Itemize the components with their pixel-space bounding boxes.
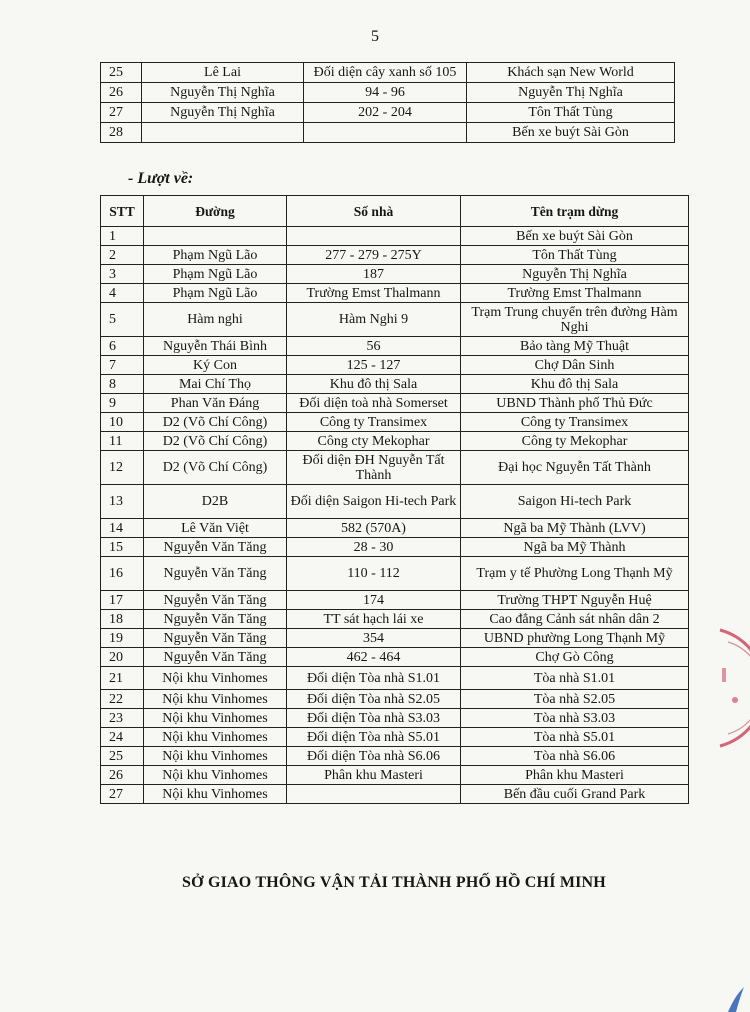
table-row xyxy=(101,591,689,610)
cell-street: Nguyễn Văn Tăng xyxy=(144,557,287,591)
cell-house-number: TT sát hạch lái xe xyxy=(287,610,461,629)
cell-stt: 1 xyxy=(101,227,144,246)
table-row xyxy=(101,83,675,103)
cell-stt: 5 xyxy=(101,303,144,337)
cell-stop-name: Trạm Trung chuyển trên đường Hàm Nghi xyxy=(461,303,689,337)
cell-stop-name: Tôn Thất Tùng xyxy=(467,103,675,123)
cell-house-number: 462 - 464 xyxy=(287,648,461,667)
cell-stt: 26 xyxy=(101,766,144,785)
cell-stt: 16 xyxy=(101,557,144,591)
cell-street: Nội khu Vinhomes xyxy=(144,766,287,785)
cell-stt: 10 xyxy=(101,413,144,432)
top-route-table-body xyxy=(101,63,675,143)
cell-stt: 18 xyxy=(101,610,144,629)
cell-street: Phạm Ngũ Lão xyxy=(144,284,287,303)
cell-stop-name: Trường Emst Thalmann xyxy=(461,284,689,303)
header-street: Đường xyxy=(144,196,287,227)
cell-stop-name: Công ty Transimex xyxy=(461,413,689,432)
table-header-row xyxy=(101,196,689,227)
return-route-table-body xyxy=(101,227,689,804)
cell-street: Nguyễn Thái Bình xyxy=(144,337,287,356)
cell-stt: 26 xyxy=(101,83,142,103)
cell-house-number: Đối diện Tòa nhà S2.05 xyxy=(287,690,461,709)
page-number: 5 xyxy=(371,28,379,45)
cell-stop-name: Tòa nhà S2.05 xyxy=(461,690,689,709)
cell-house-number: 354 xyxy=(287,629,461,648)
table-row xyxy=(101,375,689,394)
cell-house-number: Đối diện Tòa nhà S6.06 xyxy=(287,747,461,766)
table-row xyxy=(101,432,689,451)
cell-stt: 21 xyxy=(101,667,144,690)
cell-street: Nội khu Vinhomes xyxy=(144,747,287,766)
cell-street: Lê Văn Việt xyxy=(144,519,287,538)
cell-street: Hàm nghi xyxy=(144,303,287,337)
table-row xyxy=(101,667,689,690)
cell-street: Nội khu Vinhomes xyxy=(144,728,287,747)
cell-street xyxy=(142,123,304,143)
cell-house-number: Trường Emst Thalmann xyxy=(287,284,461,303)
cell-stt: 25 xyxy=(101,63,142,83)
table-row xyxy=(101,557,689,591)
cell-house-number: 28 - 30 xyxy=(287,538,461,557)
table-row xyxy=(101,63,675,83)
cell-street: D2 (Võ Chí Công) xyxy=(144,451,287,485)
cell-stt: 19 xyxy=(101,629,144,648)
cell-street: Nguyễn Văn Tăng xyxy=(144,629,287,648)
cell-stop-name: Trạm y tế Phường Long Thạnh Mỹ xyxy=(461,557,689,591)
cell-house-number: Công ty Transimex xyxy=(287,413,461,432)
cell-street: Phan Văn Đáng xyxy=(144,394,287,413)
cell-stt: 25 xyxy=(101,747,144,766)
table-row xyxy=(101,284,689,303)
cell-stop-name: Bến đầu cuối Grand Park xyxy=(461,785,689,804)
cell-stop-name: Đại học Nguyễn Tất Thành xyxy=(461,451,689,485)
cell-stt: 3 xyxy=(101,265,144,284)
cell-stop-name: Khách sạn New World xyxy=(467,63,675,83)
table-row xyxy=(101,265,689,284)
cell-street: Nguyễn Văn Tăng xyxy=(144,591,287,610)
cell-stt: 14 xyxy=(101,519,144,538)
cell-stop-name: Nguyễn Thị Nghĩa xyxy=(467,83,675,103)
cell-street: D2 (Võ Chí Công) xyxy=(144,413,287,432)
cell-house-number: 187 xyxy=(287,265,461,284)
cell-house-number: 94 - 96 xyxy=(304,83,467,103)
cell-street: Nguyễn Văn Tăng xyxy=(144,648,287,667)
table-row xyxy=(101,610,689,629)
cell-stop-name: Ngã ba Mỹ Thành (LVV) xyxy=(461,519,689,538)
table-row xyxy=(101,227,689,246)
table-row xyxy=(101,519,689,538)
header-stt: STT xyxy=(101,196,144,227)
cell-house-number: Phân khu Masteri xyxy=(287,766,461,785)
cell-stop-name: Tôn Thất Tùng xyxy=(461,246,689,265)
table-row xyxy=(101,451,689,485)
cell-house-number: Đối diện ĐH Nguyễn Tất Thành xyxy=(287,451,461,485)
table-row xyxy=(101,747,689,766)
cell-street xyxy=(144,227,287,246)
cell-stop-name: UBND Thành phố Thủ Đức xyxy=(461,394,689,413)
blue-pen-mark xyxy=(724,985,750,1012)
cell-house-number: Khu đô thị Sala xyxy=(287,375,461,394)
cell-street: D2 (Võ Chí Công) xyxy=(144,432,287,451)
cell-house-number: Đối diện Tòa nhà S1.01 xyxy=(287,667,461,690)
table-row xyxy=(101,648,689,667)
cell-stt: 2 xyxy=(101,246,144,265)
table-row xyxy=(101,103,675,123)
cell-house-number: 125 - 127 xyxy=(287,356,461,375)
cell-house-number: 110 - 112 xyxy=(287,557,461,591)
cell-street: Nguyễn Thị Nghĩa xyxy=(142,83,304,103)
cell-house-number xyxy=(287,785,461,804)
cell-house-number: Đối diện cây xanh số 105 xyxy=(304,63,467,83)
cell-stop-name: Chợ Gò Công xyxy=(461,648,689,667)
section-title-return-trip: - Lượt về: xyxy=(128,170,194,187)
cell-stop-name: UBND phường Long Thạnh Mỹ xyxy=(461,629,689,648)
cell-stop-name: Saigon Hi-tech Park xyxy=(461,485,689,519)
cell-stt: 8 xyxy=(101,375,144,394)
cell-stt: 11 xyxy=(101,432,144,451)
table-row xyxy=(101,246,689,265)
cell-stt: 7 xyxy=(101,356,144,375)
cell-house-number xyxy=(304,123,467,143)
cell-stt: 15 xyxy=(101,538,144,557)
cell-stop-name: Trường THPT Nguyễn Huệ xyxy=(461,591,689,610)
cell-stt: 28 xyxy=(101,123,142,143)
cell-stt: 27 xyxy=(101,785,144,804)
table-row xyxy=(101,123,675,143)
cell-stop-name: Tòa nhà S5.01 xyxy=(461,728,689,747)
table-row xyxy=(101,766,689,785)
cell-street: Ký Con xyxy=(144,356,287,375)
cell-house-number xyxy=(287,227,461,246)
cell-stt: 4 xyxy=(101,284,144,303)
cell-street: Phạm Ngũ Lão xyxy=(144,265,287,284)
cell-house-number: Đối diện Tòa nhà S3.03 xyxy=(287,709,461,728)
cell-stt: 9 xyxy=(101,394,144,413)
cell-street: Lê Lai xyxy=(142,63,304,83)
table-row xyxy=(101,485,689,519)
cell-stop-name: Phân khu Masteri xyxy=(461,766,689,785)
cell-stop-name: Cao đẳng Cảnh sát nhân dân 2 xyxy=(461,610,689,629)
cell-stop-name: Nguyễn Thị Nghĩa xyxy=(461,265,689,284)
cell-stop-name: Công ty Mekophar xyxy=(461,432,689,451)
cell-house-number: 582 (570A) xyxy=(287,519,461,538)
cell-stt: 17 xyxy=(101,591,144,610)
cell-stt: 27 xyxy=(101,103,142,123)
table-row xyxy=(101,337,689,356)
table-row xyxy=(101,303,689,337)
header-house-number: Số nhà xyxy=(287,196,461,227)
cell-street: Phạm Ngũ Lão xyxy=(144,246,287,265)
cell-stop-name: Chợ Dân Sinh xyxy=(461,356,689,375)
cell-stt: 20 xyxy=(101,648,144,667)
top-route-table xyxy=(100,62,675,143)
cell-stop-name: Tòa nhà S1.01 xyxy=(461,667,689,690)
cell-stt: 23 xyxy=(101,709,144,728)
table-row xyxy=(101,394,689,413)
cell-stt: 24 xyxy=(101,728,144,747)
cell-street: Nội khu Vinhomes xyxy=(144,690,287,709)
cell-stop-name: Bảo tàng Mỹ Thuật xyxy=(461,337,689,356)
cell-street: Nguyễn Văn Tăng xyxy=(144,538,287,557)
cell-stt: 12 xyxy=(101,451,144,485)
table-row xyxy=(101,709,689,728)
cell-stop-name: Bến xe buýt Sài Gòn xyxy=(461,227,689,246)
cell-street: D2B xyxy=(144,485,287,519)
table-row xyxy=(101,629,689,648)
cell-stop-name: Bến xe buýt Sài Gòn xyxy=(467,123,675,143)
return-route-table xyxy=(100,195,689,804)
cell-stop-name: Khu đô thị Sala xyxy=(461,375,689,394)
cell-street: Nội khu Vinhomes xyxy=(144,667,287,690)
table-row xyxy=(101,690,689,709)
table-row xyxy=(101,413,689,432)
table-row xyxy=(101,728,689,747)
cell-stt: 22 xyxy=(101,690,144,709)
table-row xyxy=(101,538,689,557)
cell-house-number: Đối diện Saigon Hi-tech Park xyxy=(287,485,461,519)
cell-street: Nội khu Vinhomes xyxy=(144,709,287,728)
cell-house-number: Đối diện toà nhà Somerset xyxy=(287,394,461,413)
cell-house-number: 202 - 204 xyxy=(304,103,467,123)
cell-house-number: Hàm Nghi 9 xyxy=(287,303,461,337)
cell-street: Nguyễn Thị Nghĩa xyxy=(142,103,304,123)
table-row xyxy=(101,785,689,804)
cell-house-number: Đối diện Tòa nhà S5.01 xyxy=(287,728,461,747)
cell-house-number: 277 - 279 - 275Y xyxy=(287,246,461,265)
cell-stop-name: Ngã ba Mỹ Thành xyxy=(461,538,689,557)
issuing-organization: SỞ GIAO THÔNG VẬN TẢI THÀNH PHỐ HỒ CHÍ MINH xyxy=(182,874,606,891)
cell-house-number: 56 xyxy=(287,337,461,356)
red-stamp-fragment xyxy=(690,628,750,748)
header-stop-name: Tên trạm dừng xyxy=(461,196,689,227)
cell-stop-name: Tòa nhà S6.06 xyxy=(461,747,689,766)
cell-stt: 6 xyxy=(101,337,144,356)
cell-stt: 13 xyxy=(101,485,144,519)
cell-house-number: Công cty Mekophar xyxy=(287,432,461,451)
cell-stop-name: Tòa nhà S3.03 xyxy=(461,709,689,728)
cell-street: Nội khu Vinhomes xyxy=(144,785,287,804)
cell-house-number: 174 xyxy=(287,591,461,610)
cell-street: Mai Chí Thọ xyxy=(144,375,287,394)
cell-street: Nguyễn Văn Tăng xyxy=(144,610,287,629)
table-row xyxy=(101,356,689,375)
